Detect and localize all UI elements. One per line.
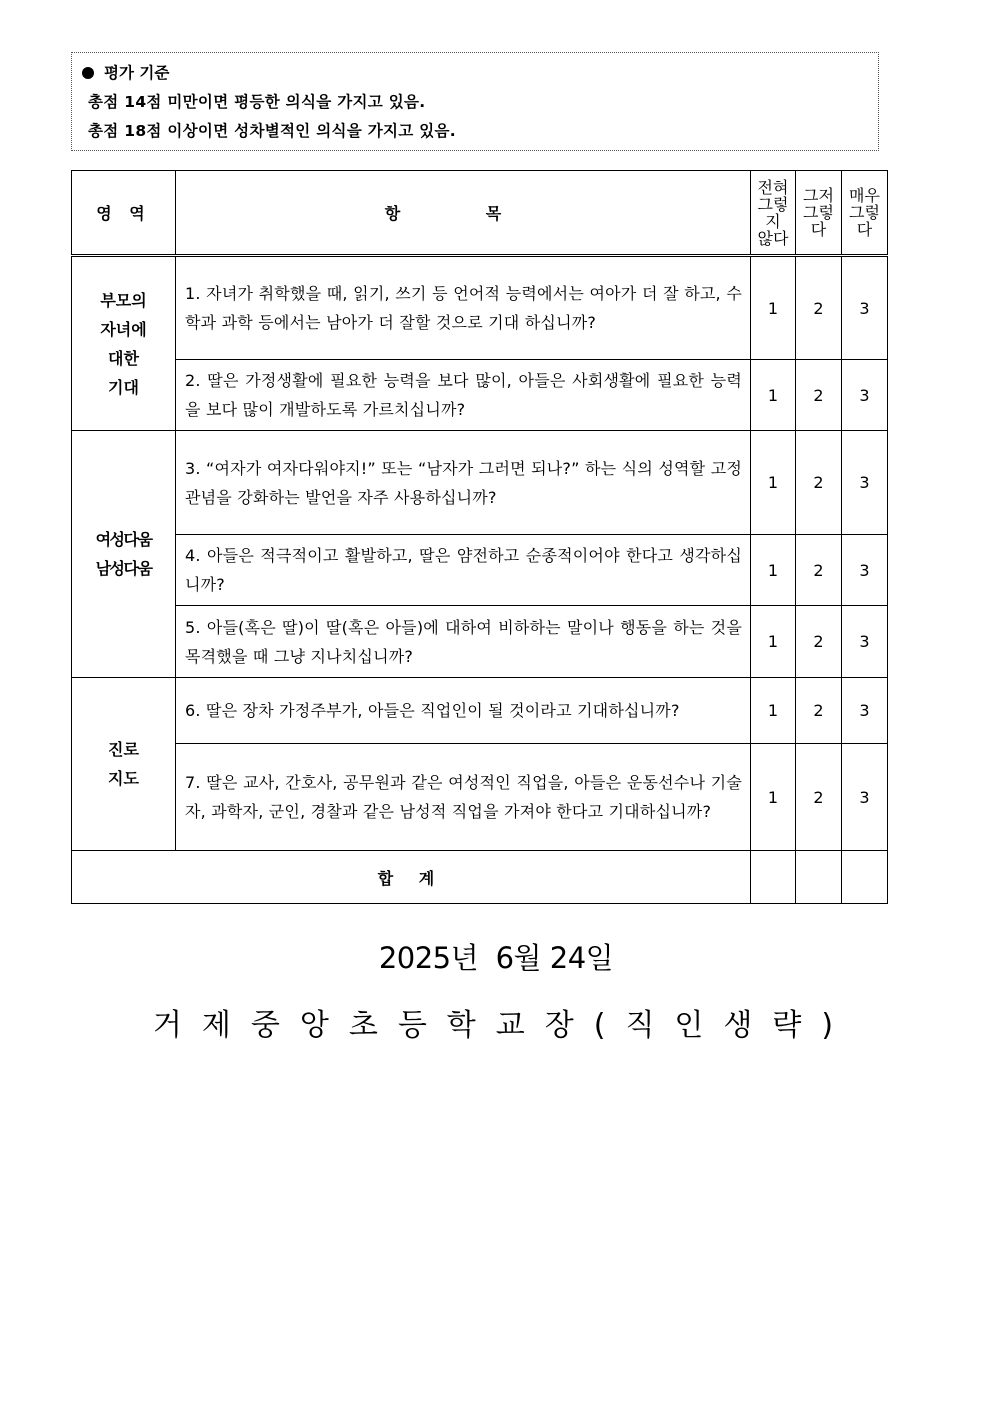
score-7-option-2[interactable]: 2 — [796, 744, 842, 851]
document-date: 2025년 6월 24일 — [378, 941, 614, 975]
evaluation-criteria-box — [71, 52, 879, 151]
question-3: 3. “여자가 여자다워야지!” 또는 “남자가 그러면 되나?” 하는 식의 성역할 고정관념을 강화하는 발언을 자주 사용하십니까? — [176, 431, 751, 535]
question-7: 7. 딸은 교사, 간호사, 공무원과 같은 여성적인 직업을, 아들은 운동선수나 기술자, 과학자, 군인, 경찰과 같은 남성적 직업을 가져야 한다고 기대하십니까? — [176, 744, 751, 851]
header-scale-3: 매우 그렇 다 — [842, 171, 888, 256]
total-row — [72, 851, 888, 904]
criteria-title — [82, 59, 878, 88]
score-2-option-3[interactable]: 3 — [842, 360, 888, 431]
area-parent-expectation: 부모의 자녀에 대한 기대 — [72, 256, 176, 431]
survey-table — [71, 170, 888, 904]
score-6-option-2[interactable]: 2 — [796, 678, 842, 744]
header-scale-1: 전혀 그렇 지 않다 — [751, 171, 796, 256]
total-cell-1[interactable] — [751, 851, 796, 904]
table-row — [72, 360, 888, 431]
criteria-line-2: 총점 18점 이상이면 성차별적인 의식을 가지고 있음. — [88, 122, 456, 140]
score-2-option-1[interactable]: 1 — [751, 360, 796, 431]
question-6: 6. 딸은 장차 가정주부가, 아들은 직업인이 될 것이라고 기대하십니까? — [176, 678, 751, 744]
question-2: 2. 딸은 가정생활에 필요한 능력을 보다 많이, 아들은 사회생활에 필요한 능력을 보다 많이 개발하도록 가르치십니까? — [176, 360, 751, 431]
header-item: 항 목 — [176, 171, 751, 256]
score-6-option-3[interactable]: 3 — [842, 678, 888, 744]
table-row — [72, 606, 888, 678]
score-2-option-2[interactable]: 2 — [796, 360, 842, 431]
bullet-icon — [82, 67, 94, 79]
header-row — [72, 171, 888, 256]
score-4-option-3[interactable]: 3 — [842, 535, 888, 606]
score-6-option-1[interactable]: 1 — [751, 678, 796, 744]
score-1-option-2[interactable]: 2 — [796, 256, 842, 360]
school-signature: 거제중앙초등학교장(직인생략) — [152, 1008, 854, 1043]
score-5-option-3[interactable]: 3 — [842, 606, 888, 678]
score-1-option-1[interactable]: 1 — [751, 256, 796, 360]
area-femininity-masculinity: 여성다움 남성다움 — [72, 431, 176, 678]
score-1-option-3[interactable]: 3 — [842, 256, 888, 360]
score-4-option-2[interactable]: 2 — [796, 535, 842, 606]
score-5-option-2[interactable]: 2 — [796, 606, 842, 678]
score-4-option-1[interactable]: 1 — [751, 535, 796, 606]
total-cell-2[interactable] — [796, 851, 842, 904]
table-row — [72, 431, 888, 535]
header-scale-2: 그저 그렇 다 — [796, 171, 842, 256]
score-5-option-1[interactable]: 1 — [751, 606, 796, 678]
table-row — [72, 256, 888, 360]
question-1: 1. 자녀가 취학했을 때, 읽기, 쓰기 등 언어적 능력에서는 여아가 더 잘 하고, 수학과 과학 등에서는 남아가 더 잘할 것으로 기대 하십니까? — [176, 256, 751, 360]
header-area: 영 역 — [72, 171, 176, 256]
table-row — [72, 535, 888, 606]
score-7-option-3[interactable]: 3 — [842, 744, 888, 851]
total-cell-3[interactable] — [842, 851, 888, 904]
score-3-option-2[interactable]: 2 — [796, 431, 842, 535]
total-label: 합 계 — [72, 851, 751, 904]
score-7-option-1[interactable]: 1 — [751, 744, 796, 851]
criteria-title-text: 평가 기준 — [104, 64, 170, 82]
table-row — [72, 744, 888, 851]
score-3-option-3[interactable]: 3 — [842, 431, 888, 535]
area-career-guidance: 진로 지도 — [72, 678, 176, 851]
question-5: 5. 아들(혹은 딸)이 딸(혹은 아들)에 대하여 비하하는 말이나 행동을 하는 것을 목격했을 때 그냥 지나치십니까? — [176, 606, 751, 678]
table-row — [72, 678, 888, 744]
question-4: 4. 아들은 적극적이고 활발하고, 딸은 얌전하고 순종적이어야 한다고 생각하십니까? — [176, 535, 751, 606]
score-3-option-1[interactable]: 1 — [751, 431, 796, 535]
criteria-line-1: 총점 14점 미만이면 평등한 의식을 가지고 있음. — [88, 93, 426, 111]
